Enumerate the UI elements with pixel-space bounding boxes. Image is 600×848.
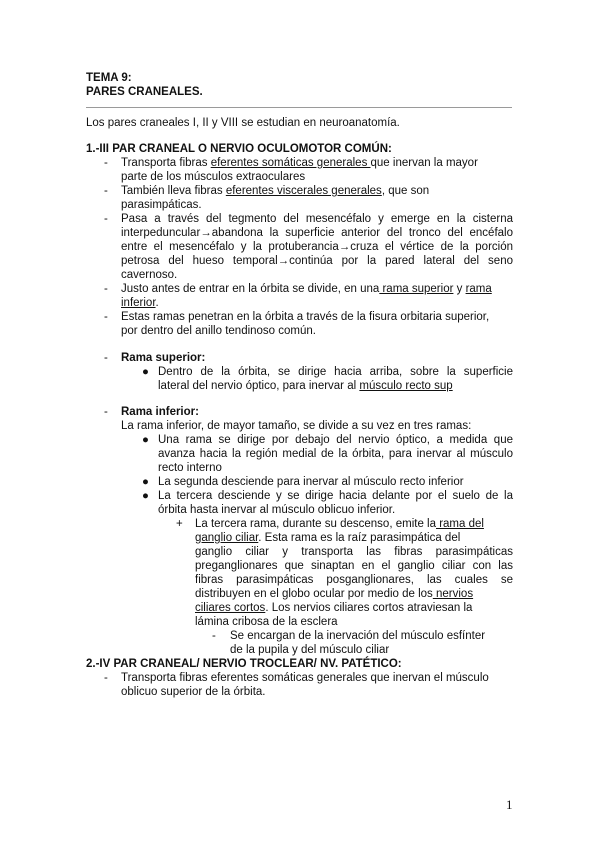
plus-line3: ganglio ciliar y transporta las fibras parasimpáticas [195, 546, 513, 558]
section-2-heading: 2.-IV PAR CRANEAL/ NERVIO TROCLEAR/ NV. PATÉTICO: [86, 658, 402, 670]
s1-b5-line2: por dentro del anillo tendinoso común. [121, 325, 316, 337]
sup-line2: lateral del nervio óptico, para inervar al músculo recto sup [158, 380, 453, 392]
plus-line6: distribuyen en el globo ocular por medio de los nervios [195, 588, 474, 600]
inf-i3-line1: La tercera desciende y se dirige hacia delante por el suelo de la [158, 490, 513, 502]
bullet-dash: - [104, 406, 108, 418]
s1-b3-line5: cavernoso. [121, 269, 178, 281]
s1-b3-line1: Pasa a través del tegmento del mesencéfalo y emerge en la cisterna [121, 213, 513, 225]
inf-i3-line2: órbita hasta inervar al músculo oblicuo inferior. [158, 504, 396, 516]
section-1-heading: 1.-III PAR CRANEAL O NERVIO OCULOMOTOR COMÚN: [86, 143, 392, 155]
intro-text: Los pares craneales I, II y VIII se estudian en neuroanatomía. [86, 117, 400, 129]
bullet-plus: + [176, 518, 183, 530]
plus-line1: La tercera rama, durante su descenso, emite la rama del [195, 518, 484, 530]
sup-line1: Dentro de la órbita, se dirige hacia arriba, sobre la superficie [158, 366, 513, 378]
inf-i2: La segunda desciende para inervar al músculo recto inferior [158, 476, 464, 488]
s1-b1-line2: parte de los músculos extraoculares [121, 171, 306, 183]
topic-label: TEMA 9: [86, 72, 132, 84]
bullet-dash: - [104, 311, 108, 323]
bullet-dot: ● [142, 476, 149, 488]
s1-b3-line2: interpeduncular→abandona la superficie anterior del tronco del encéfalo [121, 227, 513, 239]
s1-b3-line4: petrosa del hueso temporal→continúa por la pared lateral del seno [121, 255, 513, 267]
document-title: PARES CRANEALES. [86, 86, 203, 98]
inf-i1-line3: recto interno [158, 462, 222, 474]
s1-b2-line2: parasimpáticas. [121, 199, 202, 211]
plus-line5: fibras parasimpáticas posganglionares, las cuales se [195, 574, 513, 586]
inf-i1-line1: Una rama se dirige por debajo del nervio óptico, a medida que [158, 434, 513, 446]
title-divider [86, 107, 512, 108]
s1-b5-line1: Estas ramas penetran en la órbita a través de la fisura orbitaria superior, [121, 311, 490, 323]
plus-line2: ganglio ciliar. Esta rama es la raíz parasimpática del [195, 532, 461, 544]
bullet-dash: - [104, 157, 108, 169]
s1-b4-line2: inferior. [121, 297, 159, 309]
bullet-dash: - [104, 185, 108, 197]
dash-line1: Se encargan de la inervación del músculo esfínter [230, 630, 486, 642]
plus-line7: ciliares cortos. Los nervios ciliares cortos atraviesan la [195, 602, 473, 614]
s2-b1-line1: Transporta fibras eferentes somáticas generales que inervan el músculo [121, 672, 489, 684]
plus-line4: preganglionares que sinaptan en el ganglio ciliar con las [195, 560, 513, 572]
bullet-dash: - [104, 672, 108, 684]
bullet-dash: - [212, 630, 216, 642]
bullet-dash: - [104, 213, 108, 225]
bullet-dot: ● [142, 490, 149, 502]
s1-b2-line1: También lleva fibras eferentes viscerales generales, que son [121, 185, 430, 197]
rama-inferior-heading: Rama inferior: [121, 406, 199, 418]
dash-line2: de la pupila y del músculo ciliar [230, 644, 390, 656]
s2-b1-line2: oblicuo superior de la órbita. [121, 686, 266, 698]
s1-b1-line1: Transporta fibras eferentes somáticas generales que inervan la mayor [121, 157, 478, 169]
inf-lead: La rama inferior, de mayor tamaño, se divide a su vez en tres ramas: [121, 420, 472, 432]
page-number: 1 [506, 797, 513, 812]
s1-b4-line1: Justo antes de entrar en la órbita se divide, en una rama superior y rama [121, 283, 492, 295]
bullet-dash: - [104, 352, 108, 364]
plus-line8: lámina cribosa de la esclera [195, 616, 338, 628]
bullet-dot: ● [142, 434, 149, 446]
rama-superior-heading: Rama superior: [121, 352, 206, 364]
s1-b3-line3: entre el mesencéfalo y la protuberancia→cruza el vértice de la porción [121, 241, 513, 253]
bullet-dot: ● [142, 366, 149, 378]
bullet-dash: - [104, 283, 108, 295]
inf-i1-line2: avanza hacia la región medial de la órbita, para inervar al músculo [158, 448, 513, 460]
